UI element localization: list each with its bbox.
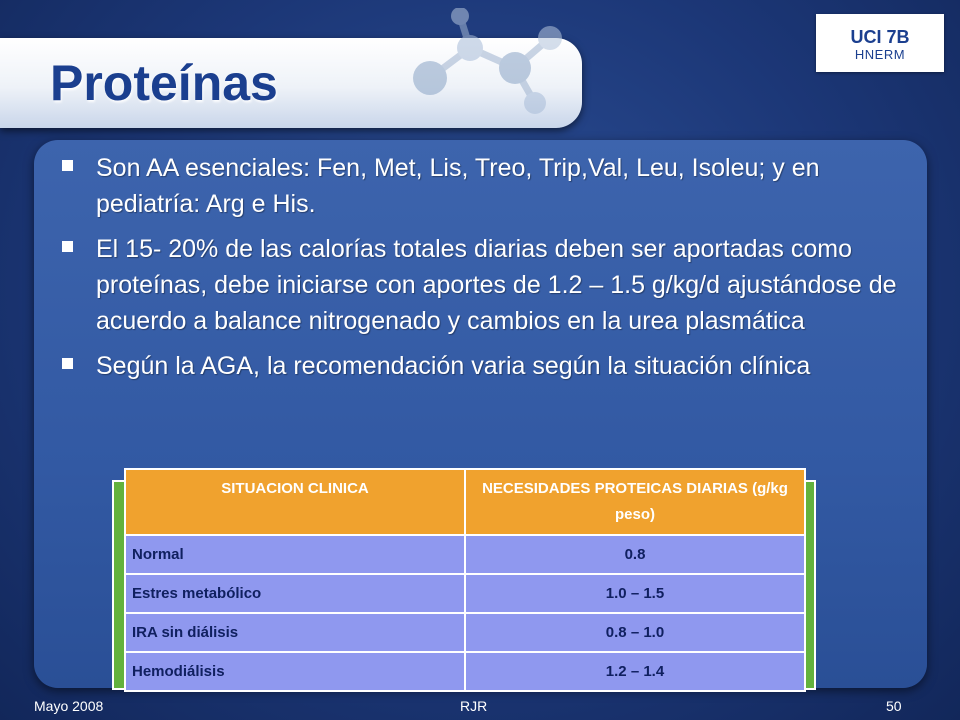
bullet-list <box>60 150 910 393</box>
column-header-needs: NECESIDADES PROTEICAS DIARIAS (g/kg peso) <box>465 469 805 535</box>
situation-cell: Normal <box>125 535 465 574</box>
situation-cell: Estres metabólico <box>125 574 465 613</box>
table-row <box>125 652 805 691</box>
unit-badge <box>816 14 944 72</box>
bullet-item <box>60 348 910 384</box>
needs-cell: 0.8 – 1.0 <box>465 613 805 652</box>
badge-unit: UCI 7B <box>850 27 910 47</box>
needs-cell: 1.2 – 1.4 <box>465 652 805 691</box>
footer-author: RJR <box>460 698 488 714</box>
footer-date: Mayo 2008 <box>34 698 104 714</box>
page-number: 50 <box>886 698 902 714</box>
bullet-item <box>60 231 910 339</box>
molecule-icon <box>400 8 580 123</box>
square-bullet-icon <box>62 358 73 369</box>
situation-cell: IRA sin diálisis <box>125 613 465 652</box>
badge-hospital: HNERM <box>854 47 906 62</box>
square-bullet-icon <box>62 160 73 171</box>
column-header-situation: SITUACION CLINICA <box>125 469 465 535</box>
bullet-text: Son AA esenciales: Fen, Met, Lis, Treo, Trip,Val, Leu, Isoleu; y en pediatría: Arg e His. <box>96 154 820 218</box>
protein-needs-table <box>124 468 806 692</box>
table-row <box>125 574 805 613</box>
table-header-row <box>125 469 805 535</box>
bullet-text: Según la AGA, la recomendación varia según la situación clínica <box>96 352 811 380</box>
situation-cell: Hemodiálisis <box>125 652 465 691</box>
needs-cell: 0.8 <box>465 535 805 574</box>
page-title: Proteínas <box>50 55 278 111</box>
bullet-item <box>60 150 910 222</box>
table-row <box>125 613 805 652</box>
square-bullet-icon <box>62 241 73 252</box>
table-row <box>125 535 805 574</box>
needs-cell: 1.0 – 1.5 <box>465 574 805 613</box>
bullet-text: El 15- 20% de las calorías totales diarias deben ser aportadas como proteínas, debe iniciarse con aportes de 1.2 – 1.5 g/kg/d ajustándose de acuerdo a balance nitrogenado y cambios en la urea plasmática <box>96 235 897 335</box>
